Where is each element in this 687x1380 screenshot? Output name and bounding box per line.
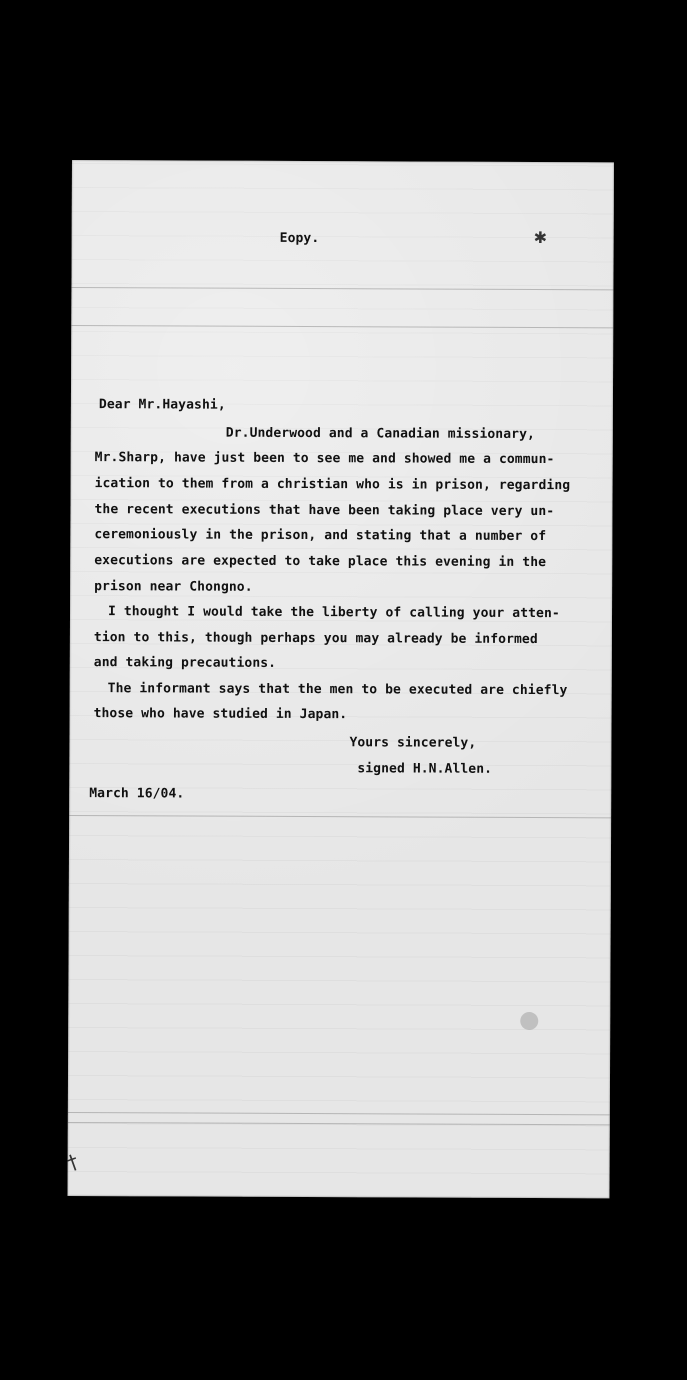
guide-line xyxy=(68,1122,610,1125)
closing: Yours sincerely, xyxy=(349,735,477,751)
salutation: Dear Mr.Hayashi, xyxy=(98,397,226,413)
date: March 16/04. xyxy=(89,786,185,802)
body-line: Dr.Underwood and a Canadian missionary, xyxy=(225,425,535,443)
document-heading: Eopy. xyxy=(279,230,320,247)
document-page xyxy=(63,160,614,1198)
body-line: Mr.Sharp, have just been to see me and showed me a commun- xyxy=(94,450,555,468)
body-line: executions are expected to take place this evening in the xyxy=(94,553,547,571)
body-line: tion to this, though perhaps you may already be informed xyxy=(93,630,538,648)
body-line: those who have studied in Japan. xyxy=(93,706,348,723)
body-line: the recent executions that have been taking place very un- xyxy=(94,502,555,520)
guide-line xyxy=(69,815,611,818)
ink-mark-icon: ✱ xyxy=(533,228,548,248)
signature: signed H.N.Allen. xyxy=(357,761,493,777)
body-line: I thought I would take the liberty of calling your atten- xyxy=(107,604,560,622)
body-line: and taking precautions. xyxy=(93,655,277,671)
pencil-mark-icon: † xyxy=(63,1149,82,1175)
guide-line xyxy=(68,1112,610,1115)
guide-line xyxy=(71,325,613,328)
body-line: ceremoniously in the prison, and stating that a number of xyxy=(94,527,547,545)
body-line: prison near Chongno. xyxy=(94,579,253,595)
guide-line xyxy=(71,287,613,290)
smudge-mark xyxy=(520,1012,538,1030)
body-line: ication to them from a christian who is in prison, regarding xyxy=(94,476,571,494)
body-line: The informant says that the men to be executed are chiefly xyxy=(107,681,568,699)
